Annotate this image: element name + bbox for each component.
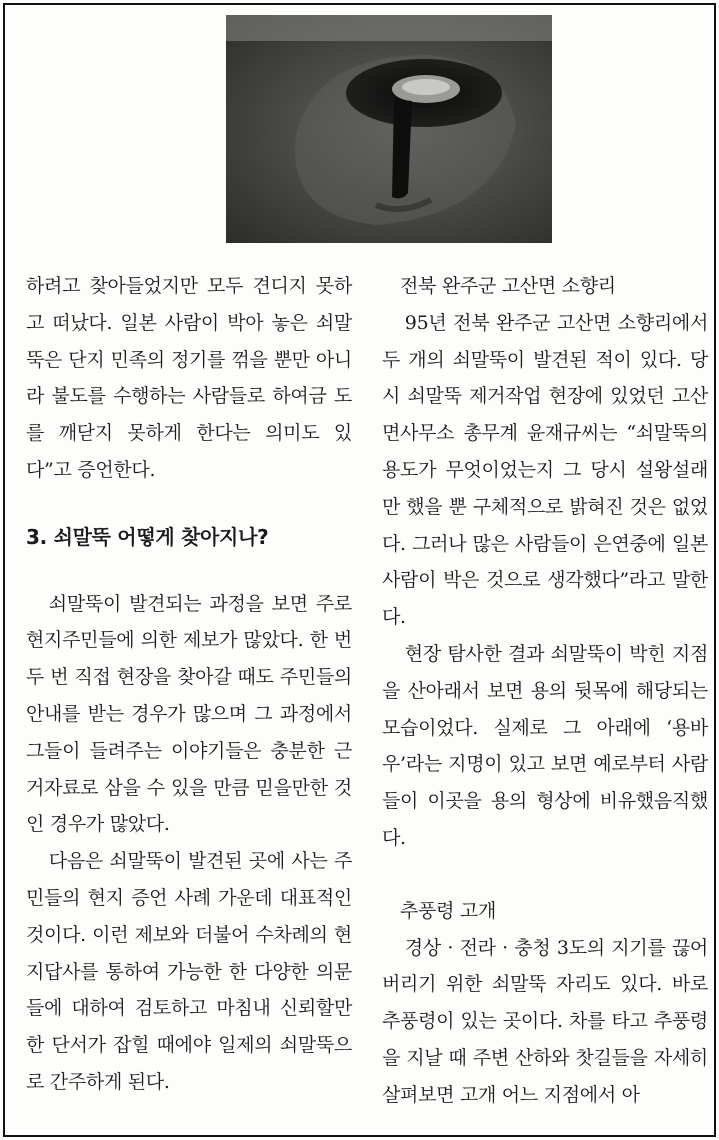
subheading-chupungnyeong: 추풍령 고개 bbox=[400, 899, 497, 922]
left-paragraph-1: 하려고 찾아들었지만 모두 견디지 못하고 떠났다. 일본 사람이 박아 놓은 쇠말뚝은 단지 민족의 정기를 꺾을 뿐만 아니라 불도를 수행하는 사람들로 하여금 도를 깨닫지 못하게 한다는 의미도 있다”고 증언한다. bbox=[26, 275, 352, 481]
right-paragraph-1: 95년 전북 완주군 고산면 소향리에서 두 개의 쇠말뚝이 발견된 적이 있다. 당시 쇠말뚝 제거작업 현장에 있었던 고산면사무소 총무계 윤재규씨는 “쇠말뚝의 용도가 무엇이었는지 그 당시 설왕설래만 했을 뿐 구체적으로 밝혀진 것은 없었다. 그러나 많은 사람들이 은연중에 일본 사람이 박은 것으로 생각했다”라고 말한다. bbox=[382, 311, 708, 629]
right-paragraph-3: 경상 · 전라 · 충청 3도의 지기를 끊어버리기 위한 쇠말뚝 자리도 있다. 바로 추풍령이 있는 곳이다. 차를 타고 추풍령을 지날 때 주변 산하와 찻길들을 자세히 살펴보면 고개 어느 지점에서 아 bbox=[382, 936, 708, 1106]
left-paragraph-3: 다음은 쇠말뚝이 발견된 곳에 사는 주민들의 현지 증언 사례 가운데 대표적인 것이다. 이런 제보와 더불어 수차례의 현지답사를 통하여 가능한 한 다양한 의문들에 대하여 검토하고 마침내 신뢰할만한 단서가 잡힐 때에야 일제의 쇠말뚝으로 간주하게 된다. bbox=[26, 850, 352, 1093]
right-column bbox=[382, 268, 708, 1114]
iron-stake-photo bbox=[226, 15, 552, 243]
iron-stake-photo-drawing bbox=[226, 15, 552, 243]
section-heading: 3. 쇠말뚝 어떻게 찾아지나? bbox=[26, 524, 269, 549]
left-column bbox=[26, 268, 352, 1101]
left-paragraph-2: 쇠말뚝이 발견되는 과정을 보면 주로 현지주민들에 의한 제보가 많았다. 한 번 두 번 직접 현장을 찾아갈 때도 주민들의 안내를 받는 경우가 많으며 그 과정에서 그들이 들려주는 이야기들은 충분한 근거자료로 삼을 수 있을 만큼 믿을만한 것인 경우가 많았다. bbox=[26, 592, 352, 836]
right-paragraph-2: 현장 탐사한 결과 쇠말뚝이 박힌 지점을 산아래서 보면 용의 뒷목에 해당되는 모습이었다. 실제로 그 아래에 ‘용바우’라는 지명이 있고 보면 예로부터 사람들이 이곳을 용의 형상에 비유했음직했다. bbox=[382, 642, 708, 849]
subheading-soyangri: 전북 완주군 고산면 소향리 bbox=[400, 275, 616, 297]
